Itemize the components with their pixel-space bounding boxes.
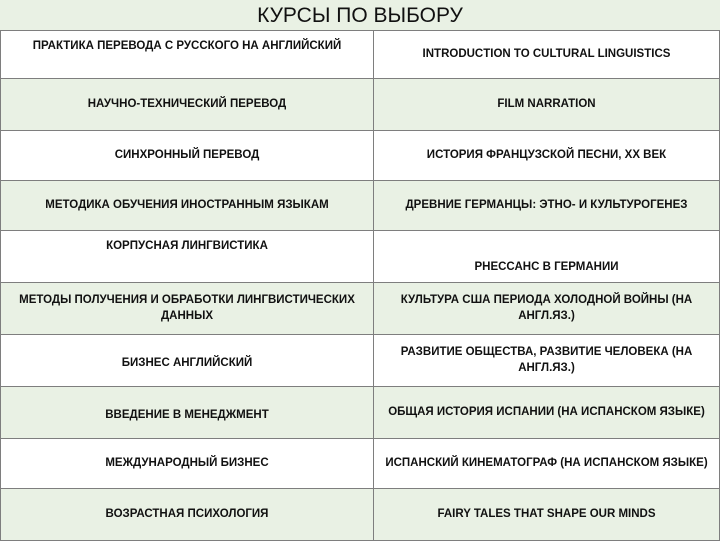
course-cell-left: МЕТОДЫ ПОЛУЧЕНИЯ И ОБРАБОТКИ ЛИНГВИСТИЧЕСКИХ ДАННЫХ [1,283,374,335]
course-cell-right: INTRODUCTION TO CULTURAL LINGUISTICS [374,31,720,79]
table-row [1,181,720,231]
course-cell-left: НАУЧНО-ТЕХНИЧЕСКИЙ ПЕРЕВОД [1,79,374,131]
course-cell-right: ДРЕВНИЕ ГЕРМАНЦЫ: ЭТНО- И КУЛЬТУРОГЕНЕЗ [374,181,720,231]
course-cell-left: ВВЕДЕНИЕ В МЕНЕДЖМЕНТ [1,387,374,439]
course-cell-right: ИСТОРИЯ ФРАНЦУЗСКОЙ ПЕСНИ, XX ВЕК [374,131,720,181]
course-cell-right: КУЛЬТУРА США ПЕРИОДА ХОЛОДНОЙ ВОЙНЫ (НА АНГЛ.ЯЗ.) [374,283,720,335]
course-cell-left: СИНХРОННЫЙ ПЕРЕВОД [1,131,374,181]
courses-table [0,30,720,541]
course-cell-left: БИЗНЕС АНГЛИЙСКИЙ [1,335,374,387]
table-row [1,489,720,541]
course-cell-left: МЕТОДИКА ОБУЧЕНИЯ ИНОСТРАННЫМ ЯЗЫКАМ [1,181,374,231]
table-row [1,439,720,489]
course-cell-right: ОБЩАЯ ИСТОРИЯ ИСПАНИИ (НА ИСПАНСКОМ ЯЗЫКЕ) [374,387,720,439]
course-cell-right: FILM NARRATION [374,79,720,131]
table-row [1,131,720,181]
course-cell-left: ВОЗРАСТНАЯ ПСИХОЛОГИЯ [1,489,374,541]
table-row [1,283,720,335]
course-cell-left: МЕЖДУНАРОДНЫЙ БИЗНЕС [1,439,374,489]
course-cell-right: РАЗВИТИЕ ОБЩЕСТВА, РАЗВИТИЕ ЧЕЛОВЕКА (НА АНГЛ.ЯЗ.) [374,335,720,387]
course-cell-right: FAIRY TALES THAT SHAPE OUR MINDS [374,489,720,541]
table-row [1,387,720,439]
table-row [1,79,720,131]
table-row [1,231,720,283]
course-cell-left: КОРПУСНАЯ ЛИНГВИСТИКА [1,231,374,283]
table-row [1,31,720,79]
course-cell-left: ПРАКТИКА ПЕРЕВОДА С РУССКОГО НА АНГЛИЙСКИЙ [1,31,374,79]
table-row [1,335,720,387]
page-title: КУРСЫ ПО ВЫБОРУ [0,0,720,30]
course-cell-right: ИСПАНСКИЙ КИНЕМАТОГРАФ (НА ИСПАНСКОМ ЯЗЫКЕ) [374,439,720,489]
course-cell-right: РНЕССАНС В ГЕРМАНИИ [374,231,720,283]
